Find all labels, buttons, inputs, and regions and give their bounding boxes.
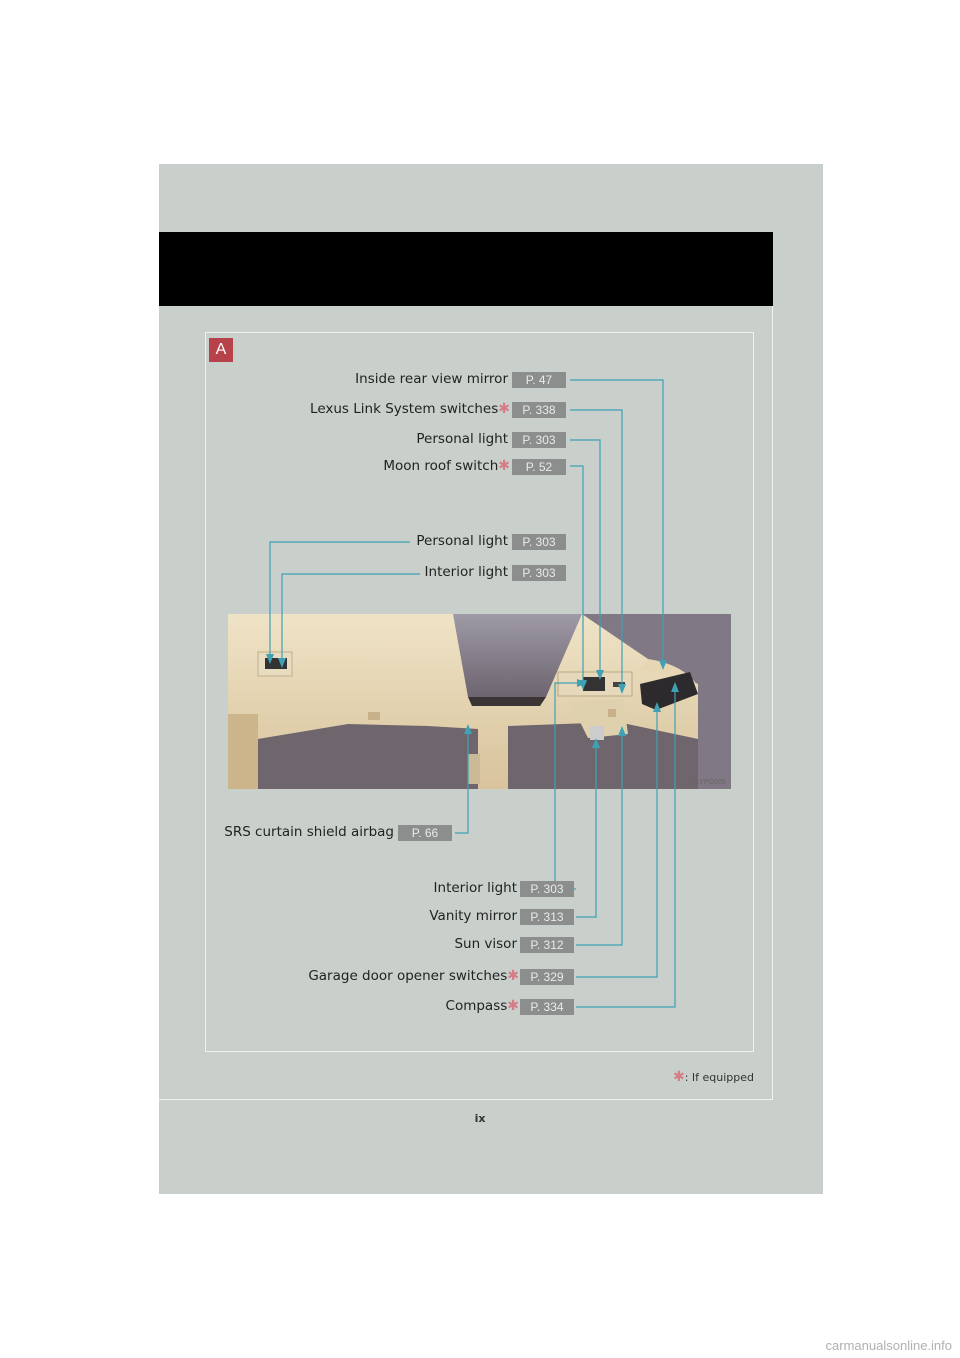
equipped-star-icon: ✱ [507, 998, 519, 1014]
moon-roof-label: Moon roof switch✱ [383, 458, 510, 474]
inside-mirror-page[interactable]: P. 47 [512, 372, 566, 388]
personal-light-rear-page[interactable]: P. 303 [512, 534, 566, 550]
personal-light-top-label: Personal light [416, 431, 508, 447]
interior-light-rear-page[interactable]: P. 303 [512, 565, 566, 581]
watermark: carmanualsonline.info [825, 1338, 952, 1353]
equipped-star-icon: ✱ [498, 458, 510, 474]
sun-visor-label: Sun visor [454, 936, 517, 952]
equipped-star-icon: ✱ [672, 1069, 685, 1085]
moon-roof-page[interactable]: P. 52 [512, 459, 566, 475]
section-tag: A [209, 338, 233, 362]
lexus-link-label: Lexus Link System switches✱ [310, 401, 510, 417]
garage-door-label: Garage door opener switches✱ [308, 968, 519, 984]
personal-light-rear-label: Personal light [416, 533, 508, 549]
compass-label: Compass✱ [445, 998, 519, 1014]
srs-airbag-page[interactable]: P. 66 [398, 825, 452, 841]
equipped-star-icon: ✱ [498, 401, 510, 417]
headliner-photo [228, 614, 731, 789]
header-bar [159, 232, 773, 306]
equipped-star-icon: ✱ [507, 968, 519, 984]
footnote: ✱: If equipped [672, 1069, 754, 1085]
lexus-link-page[interactable]: P. 338 [512, 402, 566, 418]
inside-mirror-label: Inside rear view mirror [355, 371, 508, 387]
vanity-mirror-page[interactable]: P. 313 [520, 909, 574, 925]
srs-airbag-label: SRS curtain shield airbag [224, 824, 394, 840]
personal-light-top-page[interactable]: P. 303 [512, 432, 566, 448]
page-number: ix [474, 1112, 486, 1125]
vanity-mirror-label: Vanity mirror [429, 908, 517, 924]
photo-code: ILYPG005 [694, 779, 726, 786]
interior-light-front-label: Interior light [433, 880, 517, 896]
compass-page[interactable]: P. 334 [520, 999, 574, 1015]
garage-door-page[interactable]: P. 329 [520, 969, 574, 985]
interior-light-rear-label: Interior light [424, 564, 508, 580]
sun-visor-page[interactable]: P. 312 [520, 937, 574, 953]
interior-light-front-page[interactable]: P. 303 [520, 881, 574, 897]
